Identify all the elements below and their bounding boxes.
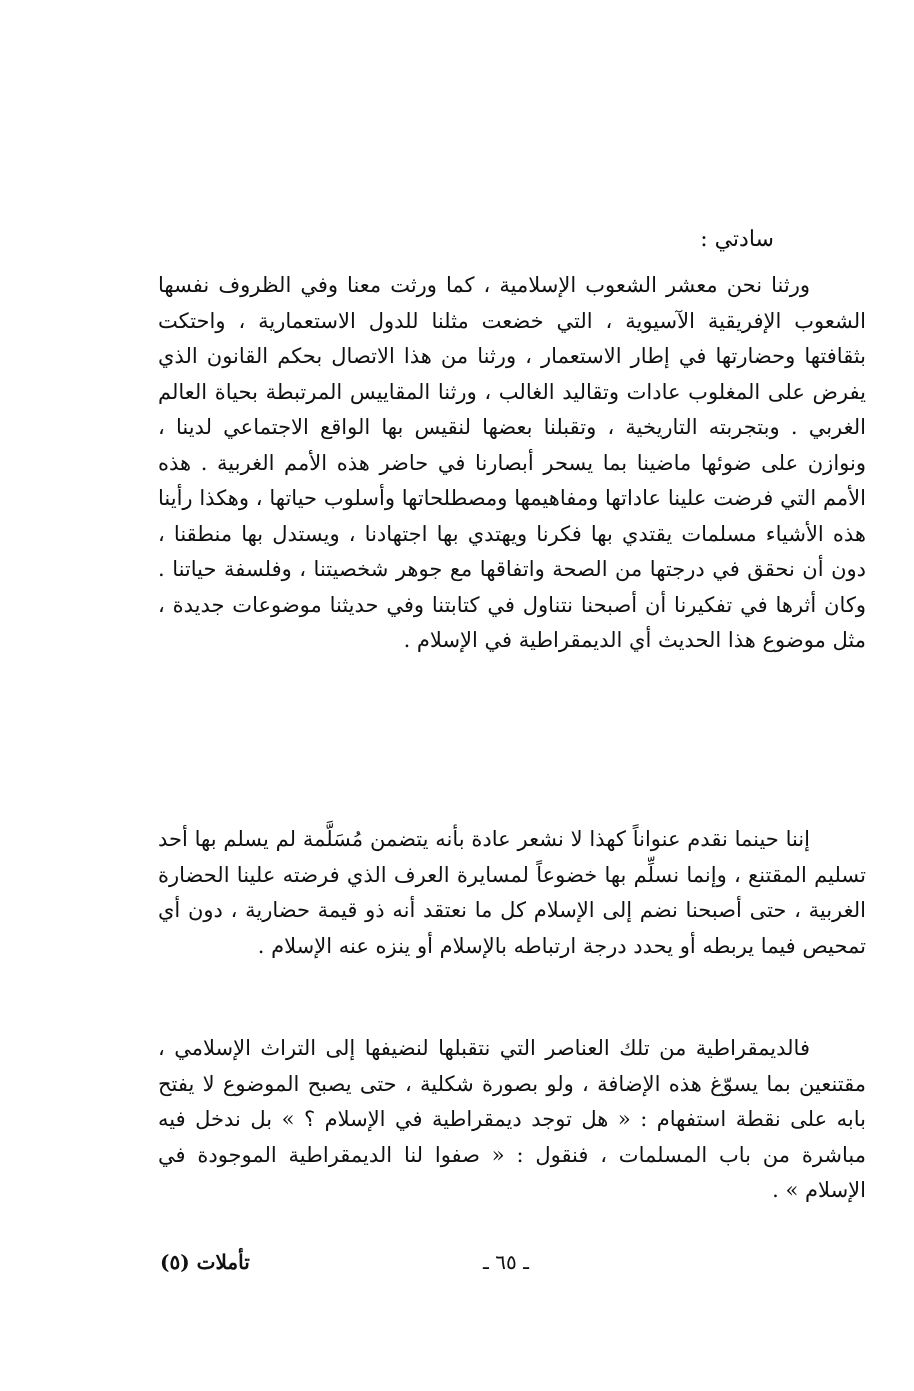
paragraph-1 bbox=[158, 268, 866, 659]
paragraph-text: فالديمقراطية من تلك العناصر التي نتقبلها لنضيفها إلى التراث الإسلامي ، مقتنعين بما يسوّغ هذه الإضافة ، ولو بصورة شكلية ، حتى يصبح الموضوع لا يفتح بابه على نقطة استفهام : « هل توجد ديمقراطية في الإسلام ؟ » بل ندخل فيه مباشرة من باب المسلمات ، فنقول : « صفوا لنا الديمقراطية الموجودة في الإسلام » . bbox=[158, 1036, 866, 1202]
page-number: ـ ٦٥ ـ bbox=[483, 1250, 529, 1274]
paragraph-2 bbox=[158, 822, 866, 964]
paragraph-text: ورثنا نحن معشر الشعوب الإسلامية ، كما ورثت معنا وفي الظروف نفسها الشعوب الإفريقية الآسيوية ، التي خضعت مثلنا للدول الاستعمارية ، واحتكت بثقافتها وحضارتها في إطار الاستعمار ، ورثنا من هذا الاتصال بحكم القانون الذي يفرض على المغلوب عادات وتقاليد الغالب ، ورثنا المقاييس المرتبطة بحياة العالم الغربي . وبتجربته التاريخية ، وتقبلنا بعضها لنقيس بها الواقع الاجتماعي لدينا ، ونوازن على ضوئها ماضينا بما يسحر أبصارنا في حاضر هذه الأمم الغربية . هذه الأمم التي فرضت علينا عاداتها ومفاهيمها ومصطلحاتها وأسلوب حياتها ، وهكذا رأينا هذه الأشياء مسلمات يقتدي بها فكرنا ويهتدي بها اجتهادنا ، ويستدل بها منطقنا ، دون أن نحقق في درجتها من الصحة واتفاقها مع جوهر شخصيتنا ، وفلسفة حياتنا . وكان أثرها في تفكيرنا أن أصبحنا نتناول في كتابتنا وفي حديثنا موضوعات جديدة ، مثل موضوع هذا الحديث أي الديمقراطية في الإسلام . bbox=[158, 273, 866, 652]
paragraph-3 bbox=[158, 1031, 866, 1209]
page-footer bbox=[0, 1242, 914, 1282]
salutation-heading: سادتي : bbox=[700, 227, 774, 252]
paragraph-text: إننا حينما نقدم عنواناً كهذا لا نشعر عادة بأنه يتضمن مُسَلَّمة لم يسلم بها أحد تسليم المقتنع ، وإنما نسلِّم بها خضوعاً لمسايرة العرف الذي فرضته علينا الحضارة الغربية ، حتى أصبحنا نضم إلى الإسلام كل ما نعتقد أنه ذو قيمة حضارية ، دون أي تمحيص فيما يربطه أو يحدد درجة ارتباطه بالإسلام أو ينزه عنه الإسلام . bbox=[158, 827, 866, 958]
book-title: تأملات (٥) bbox=[160, 1250, 250, 1274]
